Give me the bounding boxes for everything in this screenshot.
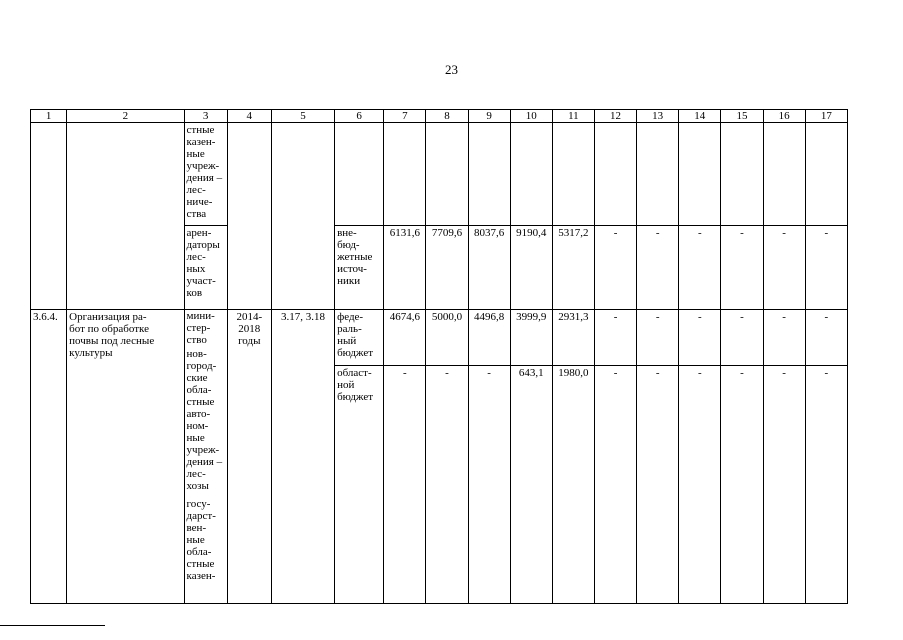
header-cell: 4	[227, 110, 271, 123]
executor-state: госу- дарст- вен- ные обла- стные казен-	[186, 498, 216, 582]
header-cell: 10	[510, 110, 552, 123]
header-cell: 12	[594, 110, 636, 123]
executor-cell: стные казен- ные учреж- дения – лес- ниче- ства	[184, 123, 227, 226]
value-cell: -	[637, 310, 679, 366]
page-number: 23	[445, 62, 458, 77]
header-cell: 1	[31, 110, 67, 123]
funding-source-cell: област- ной бюджет	[335, 366, 384, 604]
table-cell	[426, 123, 468, 226]
header-cell: 6	[335, 110, 384, 123]
value-cell: -	[721, 366, 763, 604]
table-cell	[271, 123, 334, 310]
value-cell: -	[805, 226, 847, 310]
table-cell	[679, 123, 721, 226]
header-cell: 11	[552, 110, 594, 123]
header-cell: 15	[721, 110, 763, 123]
value-cell: -	[805, 310, 847, 366]
executor-cell	[184, 310, 227, 604]
value-cell: -	[594, 310, 636, 366]
value-cell: 8037,6	[468, 226, 510, 310]
value-cell: 1980,0	[552, 366, 594, 604]
value-cell: -	[679, 366, 721, 604]
value-cell: -	[679, 310, 721, 366]
value-cell: 5000,0	[426, 310, 468, 366]
header-cell: 17	[805, 110, 847, 123]
value-cell: 9190,4	[510, 226, 552, 310]
funding-source-cell: феде- раль- ный бюджет	[335, 310, 384, 366]
value-cell: -	[426, 366, 468, 604]
table-cell	[805, 123, 847, 226]
value-cell: -	[594, 226, 636, 310]
table-cell	[468, 123, 510, 226]
value-cell: 7709,6	[426, 226, 468, 310]
value-cell: -	[721, 226, 763, 310]
value-cell: 643,1	[510, 366, 552, 604]
table-cell	[637, 123, 679, 226]
years-cell: 2014- 2018 годы	[227, 310, 271, 604]
header-row	[31, 110, 848, 123]
header-cell: 8	[426, 110, 468, 123]
table-cell	[552, 123, 594, 226]
value-cell: -	[721, 310, 763, 366]
header-cell: 2	[67, 110, 184, 123]
value-cell: -	[763, 310, 805, 366]
value-cell: -	[763, 226, 805, 310]
header-cell: 5	[271, 110, 334, 123]
value-cell: -	[468, 366, 510, 604]
table-cell	[721, 123, 763, 226]
footnote-rule	[0, 625, 105, 626]
value-cell: 6131,6	[384, 226, 426, 310]
value-cell: -	[679, 226, 721, 310]
header-cell: 14	[679, 110, 721, 123]
table-cell	[31, 123, 67, 310]
value-cell: -	[637, 226, 679, 310]
refs-cell: 3.17, 3.18	[271, 310, 334, 604]
header-cell: 3	[184, 110, 227, 123]
value-cell: 4674,6	[384, 310, 426, 366]
header-cell: 9	[468, 110, 510, 123]
table-row	[31, 310, 848, 366]
value-cell: -	[594, 366, 636, 604]
table-cell	[384, 123, 426, 226]
value-cell: 2931,3	[552, 310, 594, 366]
header-cell: 7	[384, 110, 426, 123]
header-cell: 16	[763, 110, 805, 123]
value-cell: 5317,2	[552, 226, 594, 310]
table-row	[31, 123, 848, 226]
table-cell	[763, 123, 805, 226]
funding-source-cell: вне- бюд- жетные источ- ники	[335, 226, 384, 310]
executor-ministry: мини- стер- ство	[186, 310, 215, 346]
value-cell: 4496,8	[468, 310, 510, 366]
table-cell	[227, 123, 271, 310]
budget-table	[30, 109, 848, 604]
value-cell: -	[805, 366, 847, 604]
executor-autonomous: нов- город- ские обла- стные авто- ном- ные учреж- дения – лес- хозы	[186, 348, 223, 492]
executor-cell: арен- даторы лес- ных участ- ков	[184, 226, 227, 310]
table-cell	[335, 123, 384, 226]
value-cell: -	[763, 366, 805, 604]
value-cell: -	[384, 366, 426, 604]
table-cell	[67, 123, 184, 310]
value-cell: -	[637, 366, 679, 604]
item-name-cell: Организация ра- бот по обработке почвы под лесные культуры	[67, 310, 184, 604]
table-cell	[594, 123, 636, 226]
header-cell: 13	[637, 110, 679, 123]
table-cell	[510, 123, 552, 226]
value-cell: 3999,9	[510, 310, 552, 366]
item-number-cell: 3.6.4.	[31, 310, 67, 604]
